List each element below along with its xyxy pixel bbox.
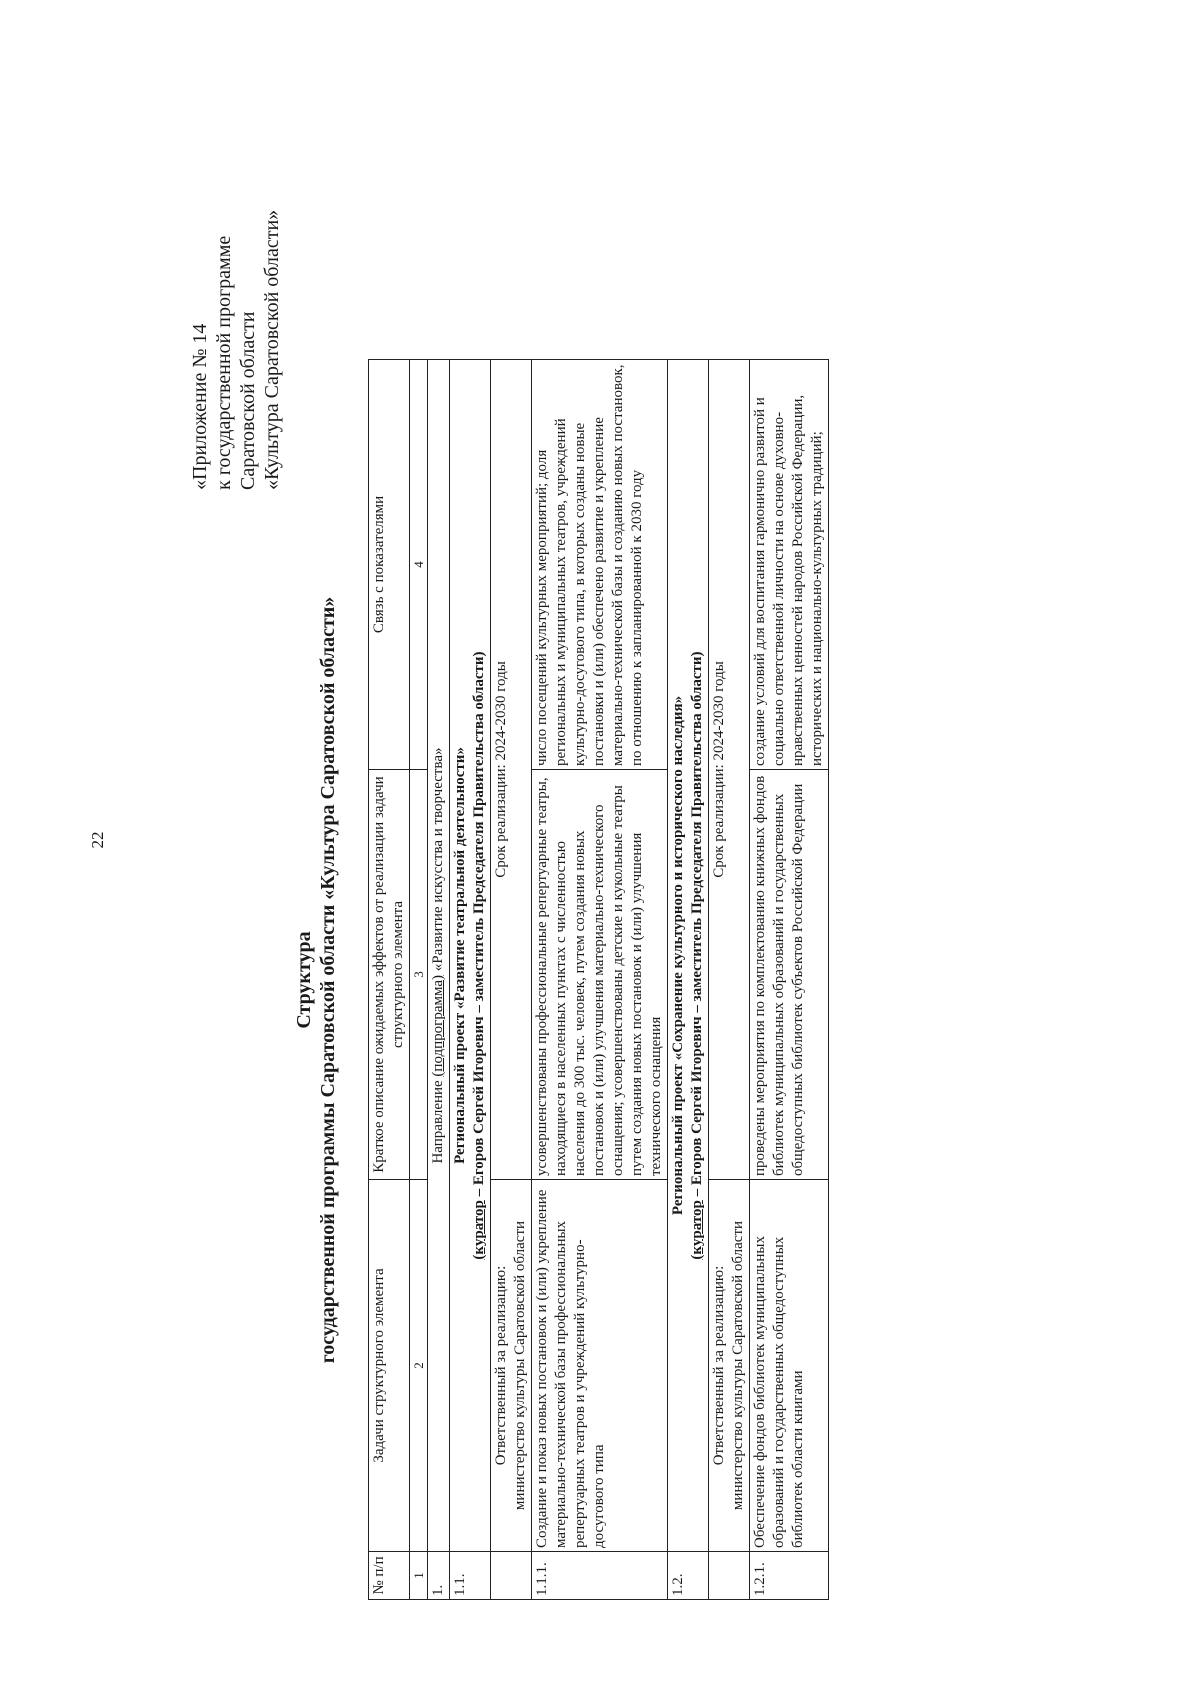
- table-header-row: [369, 360, 410, 1600]
- structure-table: [368, 359, 829, 1600]
- project-title: Региональный проект «Развитие театральной деятельности» (куратор – Егоров Сергей Игоревич – заместитель Председателя Правительства области): [450, 360, 491, 1552]
- project-row: [450, 360, 491, 1600]
- period-cell: Срок реализации: 2024-2030 годы: [491, 360, 532, 1180]
- table-row: [750, 360, 829, 1600]
- header-num: № п/п: [369, 1552, 410, 1600]
- row-number: 1.2.: [668, 1552, 709, 1600]
- indicators-cell: число посещений культурных мероприятий; доля региональных и муниципальных театров, учреждений культурно-досугового типа, в которых созданы новые постановки и (или) обеспечено развитие и укрепление материально-технической базы и созданию новых постановок, по отношению к запланированной к 2030 году: [532, 360, 668, 770]
- task-cell: Создание и показ новых постановок и (или) укрепление материально-технической базы профессиональных репертуарных театров и учреждений культурно-досугового типа: [532, 1180, 668, 1552]
- project-title: Региональный проект «Сохранение культурного и исторического наследия» (куратор – Егоров Сергей Игоревич – заместитель Председателя Правительства области): [668, 360, 709, 1552]
- effects-cell: проведены мероприятия по комплектованию книжных фондов библиотек муниципальных образований и государственных общедоступных библиотек субъектов Российской Федерации: [750, 770, 829, 1180]
- title-line-1: Структура: [293, 931, 315, 1029]
- document-title: [292, 360, 340, 1600]
- row-number: 1.1.: [450, 1552, 491, 1600]
- indicators-cell: создание условий для воспитания гармонично развитой и социально ответственной личности на основе духовно-нравственных ценностей народов Российской Федерации, исторических и национально-культурных традиций;: [750, 360, 829, 770]
- col-number: 2: [410, 1180, 428, 1552]
- appendix-line-3: Саратовской области: [237, 311, 259, 490]
- rotated-page-content: [180, 170, 1140, 1600]
- title-line-2: государственной программы Саратовской области «Культура Саратовской области»: [317, 596, 339, 1364]
- responsible-cell: Ответственный за реализацию: министерство культуры Саратовской области: [491, 1180, 532, 1552]
- project-row: [668, 360, 709, 1600]
- table-row: [532, 360, 668, 1600]
- row-number: 1.2.1.: [750, 1552, 829, 1600]
- responsible-cell: Ответственный за реализацию: министерство культуры Саратовской области: [709, 1180, 750, 1552]
- header-effects: Краткое описание ожидаемых эффектов от реализации задачи структурного элемента: [369, 770, 410, 1180]
- row-number: 1.: [428, 1552, 450, 1600]
- appendix-line-2: к государственной программе: [213, 235, 235, 490]
- appendix-header: [188, 170, 284, 490]
- header-indicators: Связь с показателями: [369, 360, 410, 770]
- row-number: 1.1.1.: [532, 1552, 668, 1600]
- responsible-row: [709, 360, 750, 1600]
- page-number: 22: [88, 831, 107, 849]
- effects-cell: усовершенствованы профессиональные репертуарные театры, находящиеся в населенных пунктах с численностью населения до 300 тыс. человек, путем создания новых постановок и (или) улучшения материально-технического оснащения; усовершенствованы детские и кукольные театры путем создания новых постановок и (или) улучшения технического оснащения: [532, 770, 668, 1180]
- col-number: 4: [410, 360, 428, 770]
- header-tasks: Задачи структурного элемента: [369, 1180, 410, 1552]
- appendix-line-4: «Культура Саратовской области»: [261, 209, 283, 490]
- appendix-line-1: «Приложение № 14: [189, 323, 211, 490]
- task-cell: Обеспечение фондов библиотек муниципальных образований и государственных общедоступных библиотек области книгами: [750, 1180, 829, 1552]
- col-number: 1: [410, 1552, 428, 1600]
- period-cell: Срок реализации: 2024-2030 годы: [709, 360, 750, 1180]
- direction-row: [428, 360, 450, 1600]
- responsible-row: [491, 360, 532, 1600]
- col-number: 3: [410, 770, 428, 1180]
- direction-title: Направление (подпрограмма) «Развитие искусства и творчества»: [428, 360, 450, 1552]
- column-number-row: [410, 360, 428, 1600]
